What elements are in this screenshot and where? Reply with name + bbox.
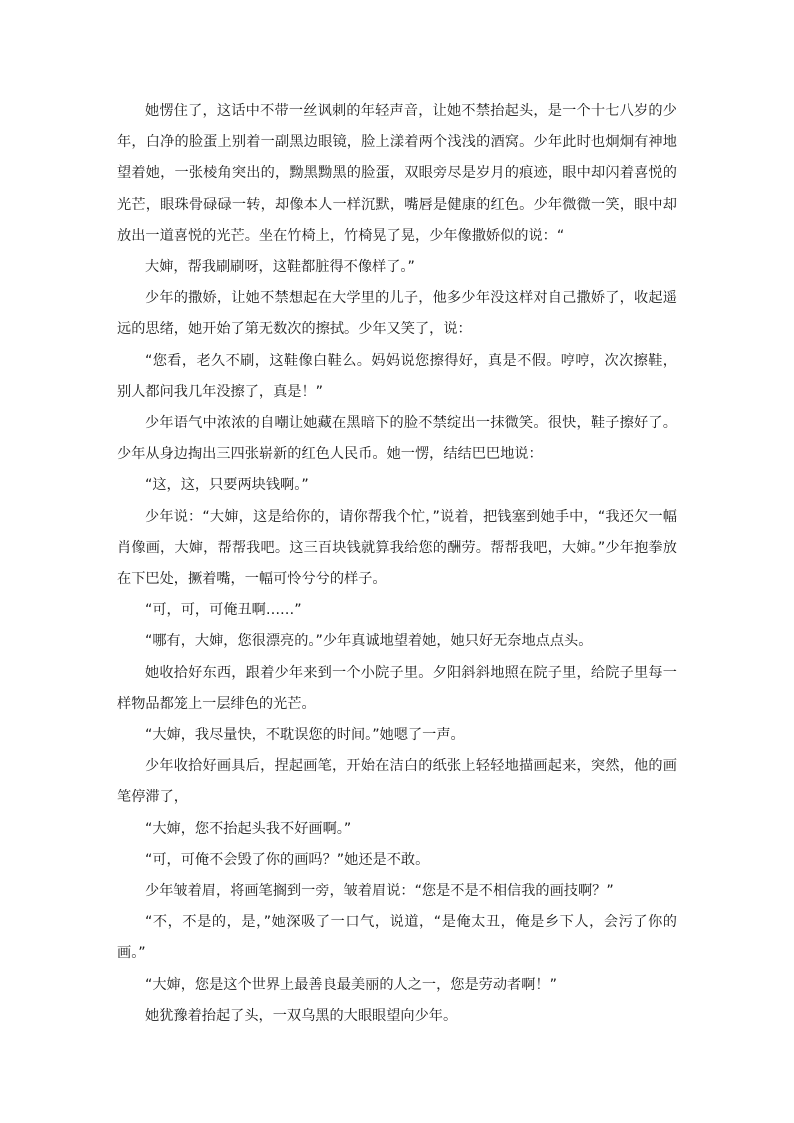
paragraph: 她愣住了，这话中不带一丝讽刺的年轻声音，让她不禁抬起头，是一个十七八岁的少年，白净的脸蛋上别着一副黑边眼镜，脸上漾着两个浅浅的酒窝。少年此时也炯炯有神地望着她，一张棱角突出的，黝黑黝黑的脸蛋，双眼旁尽是岁月的痕迹，眼中却闪着喜悦的光芒，眼珠骨碌碌一转，却像本人一样沉默，嘴唇是健康的红色。少年微微一笑，眼中却放出一道喜悦的光芒。坐在竹椅上，竹椅晃了晃，少年像撒娇似的说：“: [117, 103, 677, 244]
paragraph: “大婶，我尽量快，不耽误您的时间。”她嗯了一声。: [145, 727, 465, 744]
paragraph: “这，这，只要两块钱啊。”: [145, 477, 309, 494]
paragraph: “可，可，可俺丑啊……”: [145, 602, 302, 619]
paragraph: “大婶，您是这个世界上最善良最美丽的人之一，您是劳动者啊！”: [145, 976, 557, 993]
paragraph: 少年收拾好画具后，捏起画笔，开始在洁白的纸张上轻轻地描画起来，突然，他的画笔停滞了，: [117, 758, 677, 806]
paragraph: 她犹豫着抬起了头，一双乌黑的大眼眼望向少年。: [145, 1007, 458, 1024]
paragraph: “大婶，您不抬起头我不好画啊。”: [145, 820, 352, 837]
document-body: [117, 96, 677, 1032]
paragraph: 大婶，帮我刷刷呀，这鞋都脏得不像样了。”: [145, 259, 415, 276]
paragraph: “您看，老久不刷，这鞋像白鞋么。妈妈说您擦得好，真是不假。哼哼，次次擦鞋，别人都问我几年没擦了，真是！”: [117, 352, 677, 400]
paragraph: 少年皱着眉，将画笔搁到一旁，皱着眉说：“您是不是不相信我的画技啊？”: [145, 883, 614, 900]
paragraph: 少年的撒娇，让她不禁想起在大学里的儿子，他多少年没这样对自己撒娇了，收起遥远的思绪，她开始了第无数次的擦拭。少年又笑了，说：: [117, 290, 677, 338]
paragraph: 少年语气中浓浓的自嘲让她藏在黑暗下的脸不禁绽出一抹微笑。很快，鞋子擦好了。少年从身边掏出三四张崭新的红色人民币。她一愣，结结巴巴地说：: [117, 415, 677, 463]
paragraph: 少年说：“大婶，这是给你的，请你帮我个忙，”说着，把钱塞到她手中，“我还欠一幅肖像画，大婶，帮帮我吧。这三百块钱就算我给您的酬劳。帮帮我吧，大婶。”少年抱拳放在下巴处，撅着嘴，一幅可怜兮兮的样子。: [117, 508, 677, 588]
paragraph: “哪有，大婶，您很漂亮的。”少年真诚地望着她，她只好无奈地点点头。: [145, 633, 593, 650]
paragraph: 她收拾好东西，跟着少年来到一个小院子里。夕阳斜斜地照在院子里，给院子里每一样物品都笼上一层绯色的光芒。: [117, 664, 677, 712]
paragraph: “可，可俺不会毁了你的画吗？”她还是不敢。: [145, 851, 430, 868]
paragraph: “不，不是的，是，”她深吸了一口气，说道，“是俺太丑，俺是乡下人，会污了你的画。”: [117, 914, 677, 962]
